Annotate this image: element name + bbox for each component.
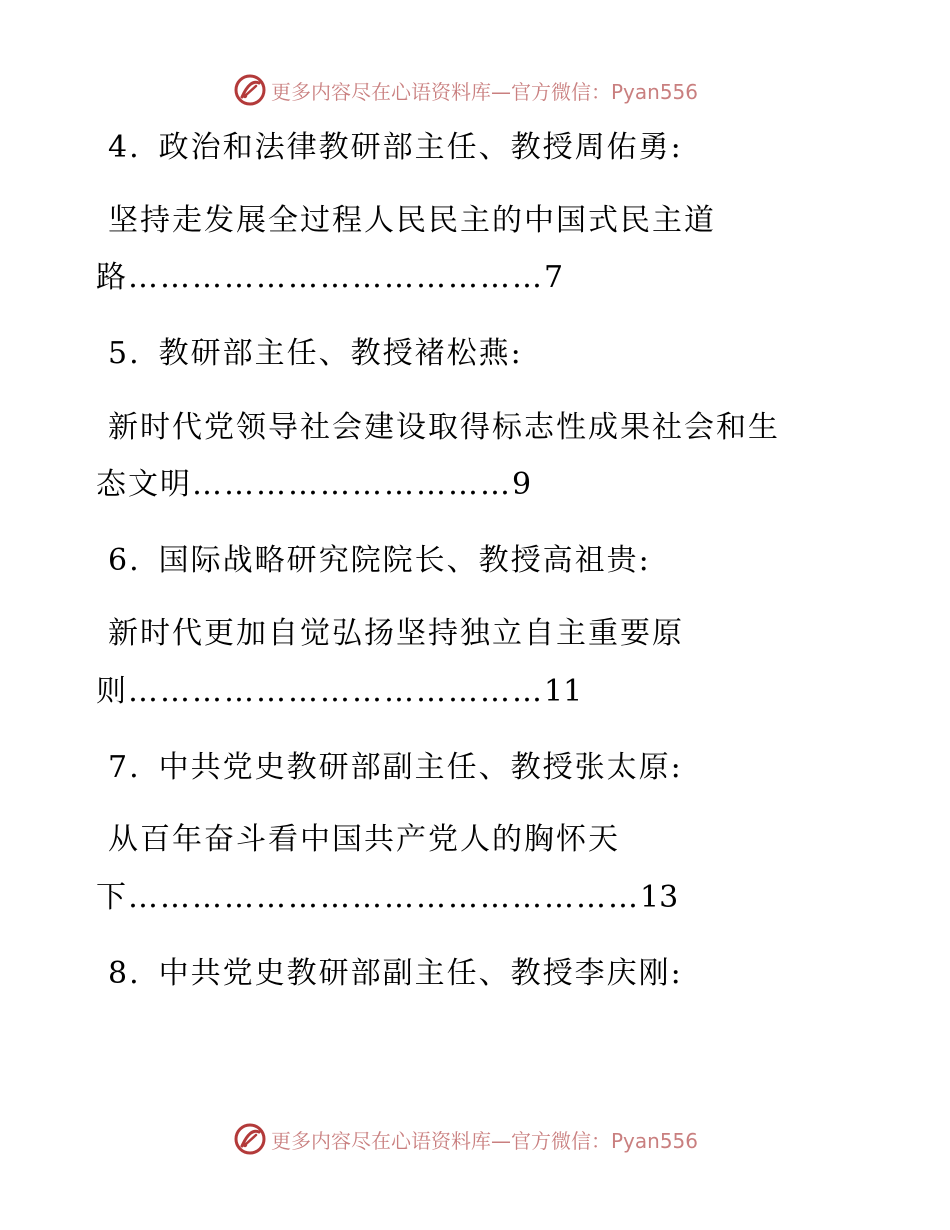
- toc-author: 中共党史教研部副主任、教授李庆刚:: [158, 956, 683, 991]
- toc-leader-dots: …………………………………: [128, 674, 544, 709]
- toc-author: 教研部主任、教授褚松燕:: [158, 336, 523, 371]
- toc-entry-link[interactable]: [96, 672, 582, 712]
- toc-leader-dots: …………………………………………: [128, 880, 640, 915]
- toc-page-number: 13: [640, 880, 679, 915]
- toc-title-line: 坚持走发展全过程人民民主的中国式民主道: [108, 203, 716, 238]
- watermark-text: 更多内容尽在心语资料库—官方微信：Pyan556: [271, 79, 699, 104]
- toc-page-number: 7: [544, 260, 564, 295]
- toc-title-end: 下: [96, 880, 128, 915]
- toc-heading: [108, 334, 523, 374]
- toc-heading: [108, 128, 683, 168]
- toc-heading: [108, 954, 683, 994]
- toc-author: 政治和法律教研部主任、教授周佑勇:: [158, 130, 683, 165]
- toc-heading: [108, 541, 651, 581]
- toc-number: 4.: [108, 130, 141, 165]
- toc-title-line: 新时代党领导社会建设取得标志性成果社会和生: [108, 410, 780, 445]
- toc-title-line: 新时代更加自觉弘扬坚持独立自主重要原: [108, 616, 684, 651]
- toc-title-line: 从百年奋斗看中国共产党人的胸怀天: [108, 822, 620, 857]
- toc-author: 中共党史教研部副主任、教授张太原:: [158, 750, 683, 785]
- toc-leader-dots: …………………………………: [128, 260, 544, 295]
- brand-logo-icon: [233, 1122, 267, 1156]
- toc-title-end: 则: [96, 674, 128, 709]
- toc-entry-link[interactable]: [96, 258, 563, 298]
- watermark-text: 更多内容尽在心语资料库—官方微信：Pyan556: [271, 1128, 699, 1153]
- toc-page-number: 11: [544, 674, 583, 709]
- toc-heading: [108, 748, 683, 788]
- toc-number: 6.: [108, 543, 141, 578]
- toc-entry-link[interactable]: [96, 465, 531, 505]
- toc-title-end: 态文明: [96, 467, 192, 502]
- toc-entry-link[interactable]: [96, 878, 678, 918]
- toc-author: 国际战略研究院院长、教授高祖贵:: [158, 543, 651, 578]
- watermark-banner-bottom: [233, 1121, 713, 1157]
- toc-number: 8.: [108, 956, 141, 991]
- toc-number: 5.: [108, 336, 141, 371]
- toc-title-end: 路: [96, 260, 128, 295]
- toc-page-number: 9: [512, 467, 532, 502]
- toc-number: 7.: [108, 750, 141, 785]
- toc-leader-dots: …………………………: [192, 467, 512, 502]
